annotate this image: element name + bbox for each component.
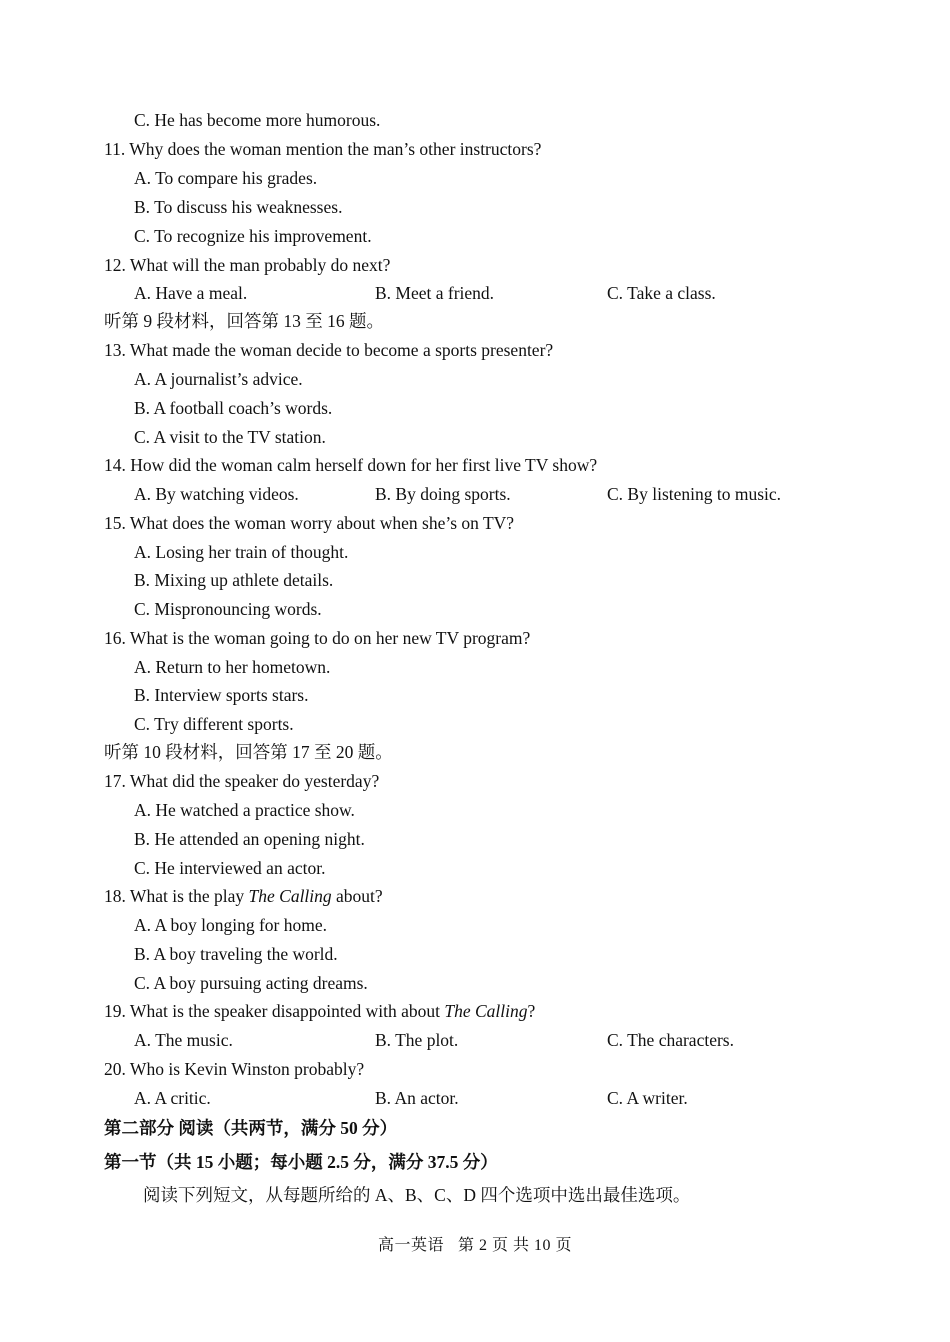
q19-stem-text: 19. What is the speaker disappointed with about	[104, 1001, 445, 1021]
q16-option-c: C. Try different sports.	[134, 714, 294, 734]
q11-option-b: B. To discuss his weaknesses.	[134, 197, 343, 217]
q13-stem: 13. What made the woman decide to become a sports presenter?	[104, 340, 554, 360]
q15-option-a: A. Losing her train of thought.	[134, 542, 349, 562]
q17-option-a: A. He watched a practice show.	[134, 800, 355, 820]
q17-option-b: B. He attended an opening night.	[134, 829, 365, 849]
q13-option-b: B. A football coach’s words.	[134, 398, 333, 418]
q13-option-c: C. A visit to the TV station.	[134, 427, 326, 447]
q11-option-a: A. To compare his grades.	[134, 168, 318, 188]
q19-option-a: A. The music.	[134, 1030, 233, 1050]
q10-option-c: C. He has become more humorous.	[134, 110, 381, 130]
q15-option-c: C. Mispronouncing words.	[134, 599, 322, 619]
q12-stem: 12. What will the man probably do next?	[104, 255, 391, 275]
section-one-heading: 第一节（共 15 小题；每小题 2.5 分，满分 37.5 分）	[104, 1152, 498, 1172]
q18-stem-text: 18. What is the play	[104, 886, 249, 906]
q19-stem-end: ?	[527, 1001, 536, 1021]
q17-option-c: C. He interviewed an actor.	[134, 858, 326, 878]
page-footer	[0, 1232, 950, 1255]
q20-option-c: C. A writer.	[607, 1088, 688, 1108]
q12-option-a: A. Have a meal.	[134, 283, 248, 303]
q14-option-a: A. By watching videos.	[134, 484, 299, 504]
q19-option-b: B. The plot.	[375, 1030, 459, 1050]
segment-9-instruction: 听第 9 段材料，回答第 13 至 16 题。	[104, 311, 384, 331]
footer-subject: 高一英语	[377, 1237, 444, 1254]
q18-stem-end: about?	[331, 886, 383, 906]
q18-option-c: C. A boy pursuing acting dreams.	[134, 973, 368, 993]
q20-option-a: A. A critic.	[134, 1088, 211, 1108]
q18-option-b: B. A boy traveling the world.	[134, 944, 338, 964]
q18-stem	[104, 886, 383, 906]
q12-option-c: C. Take a class.	[607, 283, 716, 303]
q19-option-c: C. The characters.	[607, 1030, 734, 1050]
q16-option-a: A. Return to her hometown.	[134, 657, 331, 677]
q15-stem: 15. What does the woman worry about when she’s on TV?	[104, 513, 515, 533]
q13-option-a: A. A journalist’s advice.	[134, 369, 303, 389]
q12-option-b: B. Meet a friend.	[375, 283, 495, 303]
q15-option-b: B. Mixing up athlete details.	[134, 570, 334, 590]
q18-play-title: The Calling	[248, 886, 332, 906]
q11-stem: 11. Why does the woman mention the man’s other instructors?	[104, 139, 542, 159]
q20-option-b: B. An actor.	[375, 1088, 459, 1108]
q16-option-b: B. Interview sports stars.	[134, 685, 309, 705]
q14-option-c: C. By listening to music.	[607, 484, 782, 504]
q17-stem: 17. What did the speaker do yesterday?	[104, 771, 380, 791]
footer-page-number: 第 2 页 共 10 页	[458, 1237, 573, 1254]
q19-play-title: The Calling	[444, 1001, 528, 1021]
q16-stem: 16. What is the woman going to do on her new TV program?	[104, 628, 531, 648]
q11-option-c: C. To recognize his improvement.	[134, 226, 372, 246]
reading-instruction: 阅读下列短文，从每题所给的 A、B、C、D 四个选项中选出最佳选项。	[143, 1185, 691, 1205]
q18-option-a: A. A boy longing for home.	[134, 915, 327, 935]
q20-stem: 20. Who is Kevin Winston probably?	[104, 1059, 365, 1079]
q14-stem: 14. How did the woman calm herself down for her first live TV show?	[104, 455, 598, 475]
part-two-heading: 第二部分 阅读（共两节，满分 50 分）	[104, 1118, 398, 1138]
q19-stem	[104, 1001, 535, 1021]
q14-option-b: B. By doing sports.	[375, 484, 511, 504]
segment-10-instruction: 听第 10 段材料，回答第 17 至 20 题。	[104, 742, 393, 762]
